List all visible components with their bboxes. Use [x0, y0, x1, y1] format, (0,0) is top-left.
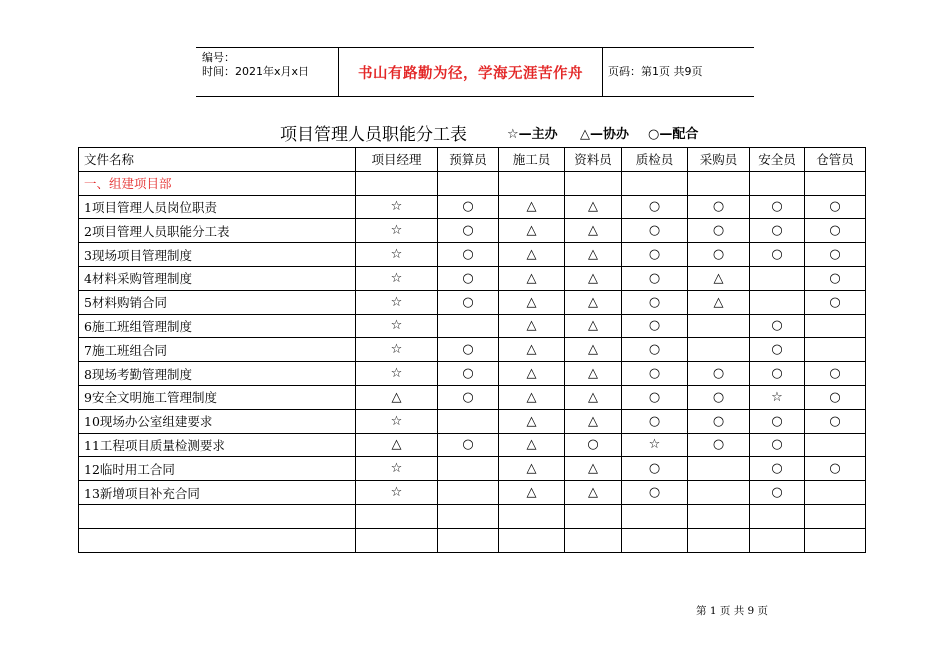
document-name-cell: 1项目管理人员岗位职责 [79, 195, 356, 219]
role-symbol-cell: △ [565, 362, 622, 386]
header-info-cell [196, 48, 338, 96]
blank-cell [356, 528, 438, 552]
blank-cell [565, 528, 622, 552]
role-symbol-cell: ○ [622, 266, 688, 290]
document-name-cell: 11工程项目质量检测要求 [79, 433, 356, 457]
role-symbol-cell [438, 481, 499, 505]
table-row [79, 409, 866, 433]
role-symbol-cell: △ [499, 195, 565, 219]
blank-cell [79, 528, 356, 552]
role-symbol-cell: ○ [565, 433, 622, 457]
role-symbol-cell: ○ [688, 243, 750, 267]
role-symbol-cell: △ [499, 362, 565, 386]
role-symbol-cell: ○ [750, 433, 805, 457]
role-symbol-cell: △ [499, 433, 565, 457]
table-row [79, 457, 866, 481]
blank-cell [622, 528, 688, 552]
header-cell: 质检员 [622, 148, 688, 172]
role-symbol-cell: △ [565, 314, 622, 338]
role-symbol-cell: △ [565, 266, 622, 290]
role-symbol-cell: ○ [622, 409, 688, 433]
role-symbol-cell: ○ [438, 219, 499, 243]
blank-row [79, 528, 866, 552]
role-symbol-cell: ☆ [356, 338, 438, 362]
document-header [196, 47, 754, 97]
table-row [79, 362, 866, 386]
role-symbol-cell: ○ [750, 362, 805, 386]
blank-cell [805, 528, 866, 552]
blank-cell [438, 528, 499, 552]
role-symbol-cell: △ [499, 481, 565, 505]
role-symbol-cell: △ [499, 409, 565, 433]
role-symbol-cell: ○ [622, 314, 688, 338]
role-symbol-cell: △ [565, 195, 622, 219]
section-title: 一、组建项目部 [79, 171, 356, 195]
role-symbol-cell [805, 433, 866, 457]
header-divider [602, 48, 603, 96]
header-cell: 项目经理 [356, 148, 438, 172]
section-row [79, 171, 866, 195]
blank-cell [356, 504, 438, 528]
role-symbol-cell: ○ [622, 338, 688, 362]
role-symbol-cell: ☆ [356, 481, 438, 505]
document-name-cell: 4材料采购管理制度 [79, 266, 356, 290]
table-row [79, 385, 866, 409]
time-label: 时间：2021年x月x日 [202, 65, 310, 78]
role-symbol-cell: ○ [805, 290, 866, 314]
role-symbol-cell: △ [499, 338, 565, 362]
role-symbol-cell: ○ [805, 266, 866, 290]
table-row [79, 219, 866, 243]
role-symbol-cell: ○ [805, 243, 866, 267]
role-symbol-cell [805, 314, 866, 338]
role-symbol-cell: △ [499, 457, 565, 481]
blank-cell [805, 504, 866, 528]
role-symbol-cell [805, 338, 866, 362]
role-symbol-cell: ☆ [356, 409, 438, 433]
role-symbol-cell: △ [565, 219, 622, 243]
role-symbol-cell: ○ [622, 243, 688, 267]
role-symbol-cell: ○ [750, 219, 805, 243]
role-symbol-cell: △ [565, 481, 622, 505]
role-symbol-cell: ☆ [356, 243, 438, 267]
role-symbol-cell: ○ [622, 219, 688, 243]
role-symbol-cell: ○ [750, 409, 805, 433]
role-symbol-cell: △ [499, 290, 565, 314]
table-header-row [79, 148, 866, 172]
role-symbol-cell: △ [356, 433, 438, 457]
blank-row [79, 504, 866, 528]
role-symbol-cell [805, 481, 866, 505]
document-name-cell: 10现场办公室组建要求 [79, 409, 356, 433]
blank-cell [750, 528, 805, 552]
role-symbol-cell: △ [499, 219, 565, 243]
header-page-code: 页码：第1页 共9页 [608, 65, 703, 78]
role-symbol-cell: ○ [622, 457, 688, 481]
role-symbol-cell: ☆ [356, 457, 438, 481]
role-symbol-cell: ○ [622, 195, 688, 219]
role-symbol-cell: ○ [750, 195, 805, 219]
role-symbol-cell: △ [565, 243, 622, 267]
role-symbol-cell: ○ [438, 290, 499, 314]
role-symbol-cell: ○ [438, 385, 499, 409]
role-symbol-cell: ○ [805, 385, 866, 409]
role-symbol-cell: △ [565, 409, 622, 433]
role-symbol-cell [688, 457, 750, 481]
role-symbol-cell: ☆ [356, 362, 438, 386]
role-symbol-cell: △ [688, 290, 750, 314]
document-name-cell: 12临时用工合同 [79, 457, 356, 481]
role-symbol-cell: ○ [622, 290, 688, 314]
role-symbol-cell: ○ [750, 481, 805, 505]
document-name-cell: 7施工班组合同 [79, 338, 356, 362]
role-symbol-cell: △ [688, 266, 750, 290]
role-symbol-cell [688, 481, 750, 505]
header-cell: 施工员 [499, 148, 565, 172]
role-symbol-cell [438, 409, 499, 433]
blank-cell [438, 504, 499, 528]
role-symbol-cell: ○ [750, 457, 805, 481]
document-name-cell: 8现场考勤管理制度 [79, 362, 356, 386]
role-symbol-cell: ○ [438, 338, 499, 362]
blank-cell [499, 528, 565, 552]
table-row [79, 195, 866, 219]
legend-circle-cooperate: ○—配合 [648, 127, 699, 142]
role-symbol-cell [688, 338, 750, 362]
role-symbol-cell: ○ [688, 195, 750, 219]
document-name-cell: 5材料购销合同 [79, 290, 356, 314]
role-symbol-cell: ○ [622, 481, 688, 505]
role-symbol-cell: ○ [805, 409, 866, 433]
role-symbol-cell: ○ [750, 243, 805, 267]
role-symbol-cell: △ [356, 385, 438, 409]
role-symbol-cell: △ [565, 385, 622, 409]
role-symbol-cell: ☆ [356, 195, 438, 219]
role-symbol-cell: ○ [438, 195, 499, 219]
number-label: 编号： [202, 51, 235, 64]
table-row [79, 481, 866, 505]
role-symbol-cell: ○ [750, 338, 805, 362]
role-symbol-cell: ○ [805, 362, 866, 386]
header-cell: 仓管员 [805, 148, 866, 172]
role-symbol-cell [688, 314, 750, 338]
document-name-cell: 6施工班组管理制度 [79, 314, 356, 338]
document-name-cell: 13新增项目补充合同 [79, 481, 356, 505]
role-symbol-cell: ○ [438, 243, 499, 267]
role-symbol-cell: ○ [805, 219, 866, 243]
role-symbol-cell [750, 266, 805, 290]
page-footer: 第 1 页 共 9 页 [696, 605, 769, 617]
role-symbol-cell: ○ [688, 409, 750, 433]
role-symbol-cell: ○ [750, 314, 805, 338]
role-symbol-cell: ○ [688, 433, 750, 457]
blank-cell [79, 504, 356, 528]
role-symbol-cell [438, 314, 499, 338]
table-row [79, 314, 866, 338]
role-symbol-cell: ☆ [750, 385, 805, 409]
role-symbol-cell: △ [499, 314, 565, 338]
role-symbol-cell: △ [565, 338, 622, 362]
role-symbol-cell: ☆ [356, 219, 438, 243]
role-symbol-cell: ○ [438, 266, 499, 290]
header-cell: 安全员 [750, 148, 805, 172]
role-symbol-cell: ○ [622, 362, 688, 386]
role-symbol-cell: △ [499, 266, 565, 290]
document-name-cell: 3现场项目管理制度 [79, 243, 356, 267]
role-symbol-cell: ○ [438, 433, 499, 457]
role-symbol-cell [750, 290, 805, 314]
table-row [79, 290, 866, 314]
legend-triangle-assist: △—协办 [580, 127, 629, 142]
responsibility-table [78, 147, 866, 553]
blank-cell [688, 504, 750, 528]
document-name-cell: 2项目管理人员职能分工表 [79, 219, 356, 243]
role-symbol-cell: ○ [688, 385, 750, 409]
role-symbol-cell: ○ [622, 385, 688, 409]
table-body [79, 148, 866, 553]
blank-cell [622, 504, 688, 528]
table-row [79, 266, 866, 290]
blank-cell [499, 504, 565, 528]
role-symbol-cell: △ [499, 385, 565, 409]
role-symbol-cell: ☆ [356, 314, 438, 338]
blank-cell [688, 528, 750, 552]
table-row [79, 433, 866, 457]
header-cell: 预算员 [438, 148, 499, 172]
role-symbol-cell [438, 457, 499, 481]
header-cell: 采购员 [688, 148, 750, 172]
role-symbol-cell: ○ [805, 195, 866, 219]
document-name-cell: 9安全文明施工管理制度 [79, 385, 356, 409]
role-symbol-cell: △ [565, 290, 622, 314]
table-row [79, 243, 866, 267]
table-row [79, 338, 866, 362]
role-symbol-cell: ☆ [622, 433, 688, 457]
blank-cell [750, 504, 805, 528]
header-motto: 书山有路勤为径，学海无涯苦作舟 [358, 65, 583, 82]
role-symbol-cell: ○ [805, 457, 866, 481]
header-cell: 文件名称 [79, 148, 356, 172]
role-symbol-cell: ○ [688, 362, 750, 386]
header-cell: 资料员 [565, 148, 622, 172]
role-symbol-cell: △ [565, 457, 622, 481]
role-symbol-cell: ○ [688, 219, 750, 243]
legend-star-host: ☆—主办 [507, 127, 558, 142]
role-symbol-cell: ☆ [356, 290, 438, 314]
page-title: 项目管理人员职能分工表 [280, 125, 467, 145]
role-symbol-cell: ☆ [356, 266, 438, 290]
blank-cell [565, 504, 622, 528]
role-symbol-cell: ○ [438, 362, 499, 386]
role-symbol-cell: △ [499, 243, 565, 267]
